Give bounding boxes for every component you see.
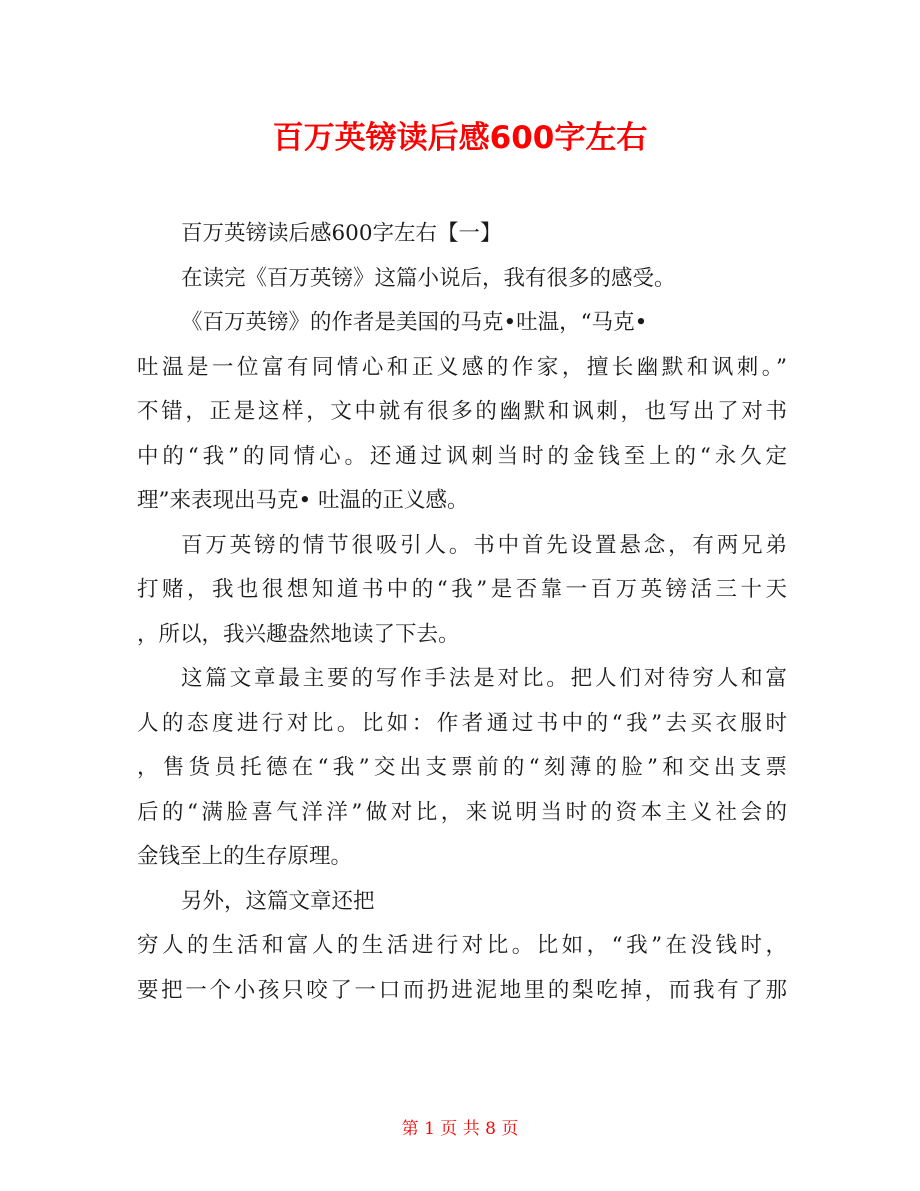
- page-footer: 第 1 页 共 8 页: [401, 1119, 519, 1139]
- text-line: 百万英镑的情节很吸引人。书中首先设置悬念，有两兄弟: [181, 532, 787, 558]
- text-line: 另外，这篇文章还把: [181, 888, 375, 914]
- text-line: 在读完《百万英镑》这篇小说后，我有很多的感受。: [181, 265, 676, 291]
- text-line: 百万英镑读后感600字左右【一】: [181, 221, 502, 246]
- text-line: 要把一个小孩只咬了一口而扔进泥地里的梨吃掉，而我有了那: [137, 977, 787, 1003]
- text-line: 打赌，我也很想知道书中的“我”是否靠一百万英镑活三十天: [137, 577, 787, 602]
- document-body: [137, 212, 787, 1013]
- text-line: 后的“满脸喜气洋洋”做对比，来说明当时的资本主义社会的: [137, 799, 787, 825]
- text-line: ，所以，我兴趣盎然地读了下去。: [137, 621, 460, 647]
- text-line: 《百万英镑》的作者是美国的马克•吐温，“马克•: [181, 310, 648, 335]
- text-line: 这篇文章最主要的写作手法是对比。把人们对待穷人和富: [181, 666, 787, 691]
- text-line: 不错，正是这样，文中就有很多的幽默和讽刺，也写出了对书: [137, 399, 787, 424]
- text-line: 金钱至上的生存原理。: [137, 844, 353, 869]
- text-line: 中的“我”的同情心。还通过讽刺当时的金钱至上的“永久定: [137, 443, 787, 469]
- text-line: 吐温是一位富有同情心和正义感的作家，擅长幽默和讽刺。”: [137, 354, 787, 380]
- text-line: ，售货员托德在“我”交出支票前的“刻薄的脸”和交出支票: [137, 755, 787, 780]
- text-line: 人的态度进行对比。比如：作者通过书中的“我”去买衣服时: [137, 710, 787, 736]
- text-line: 理”来表现出马克• 吐温的正义感。: [137, 488, 469, 513]
- document-title: 百万英镑读后感600字左右: [272, 120, 648, 156]
- text-line: 穷人的生活和富人的生活进行对比。比如，“我”在没钱时，: [137, 933, 787, 958]
